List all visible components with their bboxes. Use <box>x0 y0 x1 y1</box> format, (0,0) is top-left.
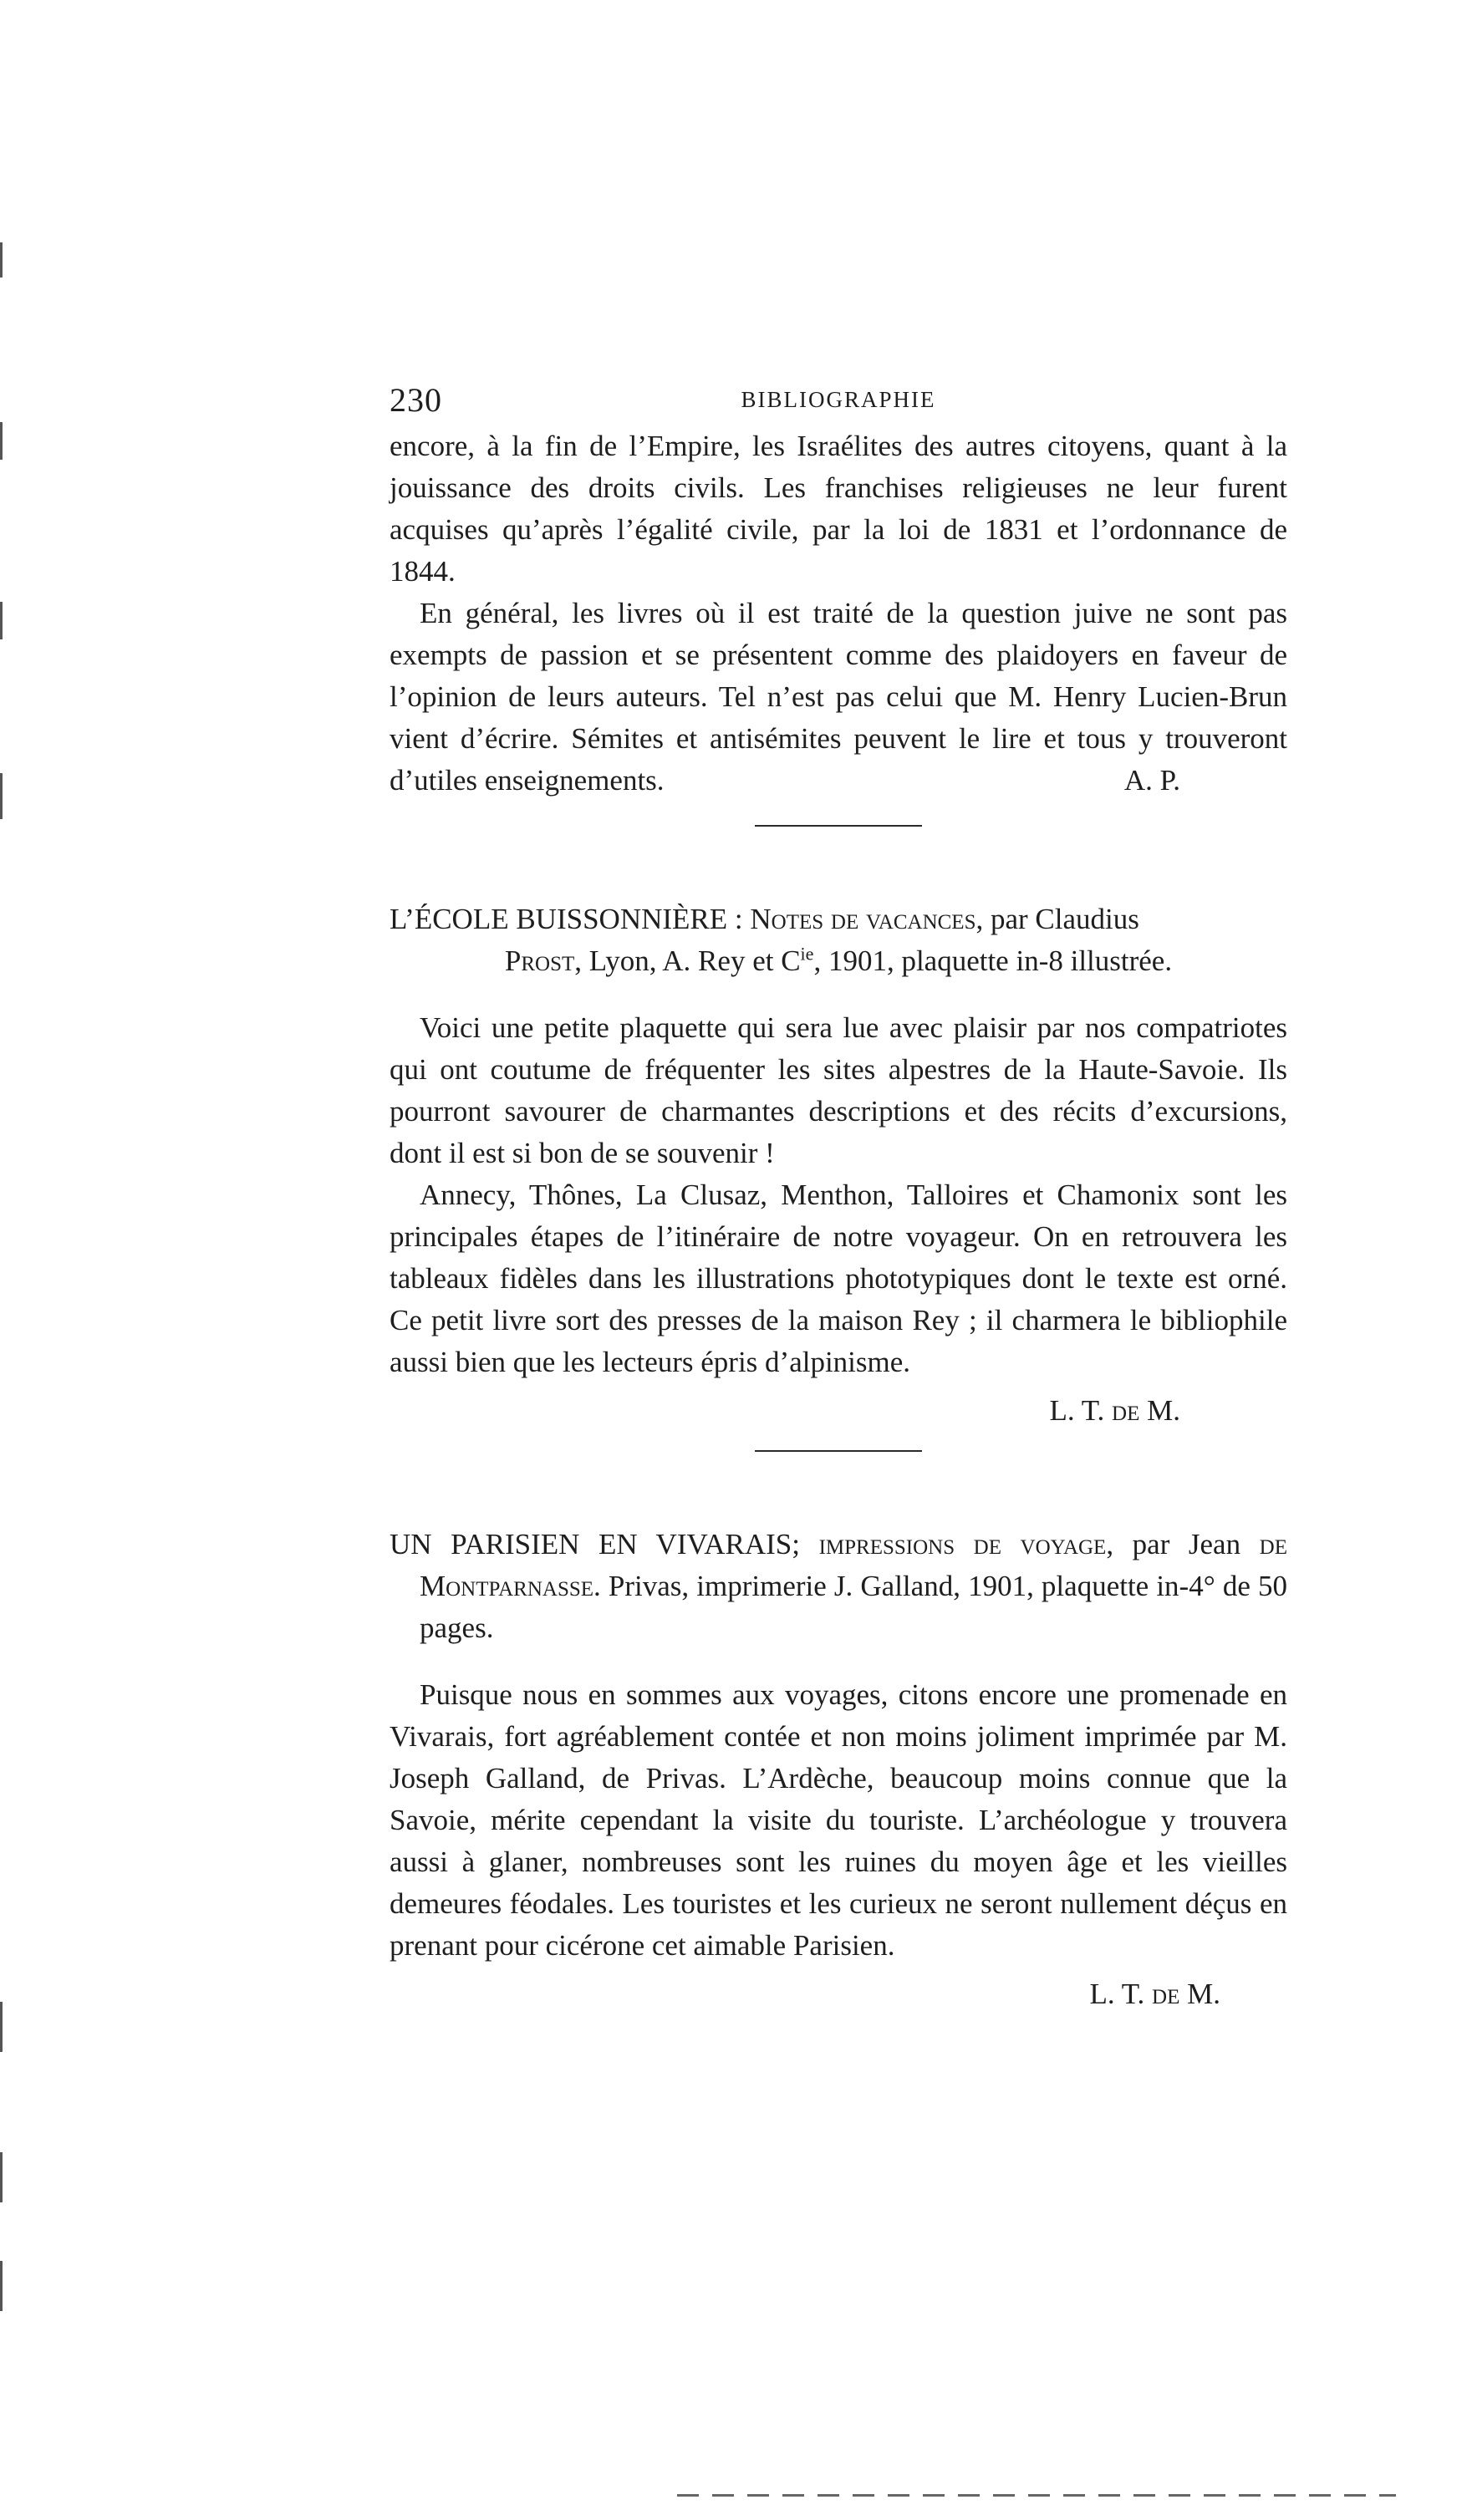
review-heading <box>390 1524 1287 1649</box>
review-publisher: Lyon, A. Rey et C <box>588 944 801 977</box>
review-publisher-sup: ie <box>800 943 814 965</box>
review-signature <box>390 1390 1287 1432</box>
review-subtitle: impressions de voyage, <box>818 1528 1114 1560</box>
review-title: UN PARISIEN EN VIVARAIS; <box>390 1528 800 1560</box>
review-by: par Jean <box>1132 1528 1241 1560</box>
signature-initials: L. T. <box>1049 1394 1105 1427</box>
running-title: BIBLIOGRAPHIE <box>741 387 936 412</box>
review-publication <box>390 940 1287 982</box>
signature-last: M. <box>1147 1394 1180 1427</box>
carryover-paragraph-2 <box>390 593 1287 802</box>
carryover-signature: A. P. <box>1123 764 1180 797</box>
page-number: 230 <box>390 381 442 419</box>
review-body-vivarais <box>390 1674 1287 2015</box>
review-body-ecole <box>390 1007 1287 1432</box>
review-paragraph: Puisque nous en sommes aux voyages, citons encore une promenade en Vivarais, fort agréablement contée et non moins joliment imprimée par M. Joseph Galland, de Privas. L’Ardèche, beaucoup moins connue que la Savoie, mérite cependant la visite du touriste. L’archéologue y trouvera aussi à glaner, nombreuses sont les ruines du moyen âge et les vieilles demeures féodales. Les touristes et les curieux ne seront nullement déçus en prenant pour cicérone cet aimable Parisien. <box>390 1678 1287 1962</box>
review-publisher: Privas, imprimerie J. Galland, 1901, plaquette in-4° de 50 pages. <box>420 1570 1287 1644</box>
review-signature <box>390 1973 1287 2015</box>
signature-particle: de <box>1112 1394 1140 1427</box>
section-divider <box>755 1450 922 1452</box>
review-by: par Claudius <box>990 903 1139 935</box>
review-entry-ecole-buissonniere <box>390 899 1287 982</box>
review-author: Prost, <box>504 944 583 977</box>
review-paragraph: Annecy, Thônes, La Clusaz, Menthon, Talloires et Chamonix sont les principales étapes de l’itinéraire de notre voyageur. On en retrouvera les tableaux fidèles dans les illustrations phototypiques dont le texte est orné. Ce petit livre sort des presses de la maison Rey ; il charmera le bibliophile aussi bien que les lecteurs épris d’alpinisme. <box>390 1179 1287 1378</box>
page-header <box>390 380 1287 425</box>
review-heading <box>390 899 1287 940</box>
review-publisher-rest: , 1901, plaquette in-8 illustrée. <box>813 944 1173 977</box>
signature-particle: de <box>1152 1978 1180 2010</box>
carryover-paragraph-2-text: En général, les livres où il est traité de la question juive ne sont pas exempts de passion et se présentent comme des plaidoyers en faveur de l’opinion de leurs auteurs. Tel n’est pas celui que M. Henry Lucien-Brun vient d’écrire. Sémites et antisémites peuvent le lire et tous y trouveront d’utiles enseignements. <box>390 597 1287 797</box>
review-title: L’ÉCOLE BUISSONNIÈRE : <box>390 903 743 935</box>
signature-last: M. <box>1187 1978 1220 2010</box>
section-divider <box>755 825 922 827</box>
carryover-section <box>390 425 1287 802</box>
review-author: de Montparnasse. <box>420 1528 1287 1602</box>
scan-bottom-dashes <box>677 2494 1396 2497</box>
review-entry-parisien-vivarais <box>390 1524 1287 1649</box>
carryover-paragraph: encore, à la fin de l’Empire, les Israélites des autres citoyens, quant à la jouissance des droits civils. Les franchises religieuses ne leur furent acquises qu’après l’égalité civile, par la loi de 1831 et l’ordonnance de 1844. <box>390 430 1287 588</box>
book-page <box>390 380 1287 2015</box>
review-subtitle: Notes de vacances, <box>750 903 984 935</box>
review-paragraph: Voici une petite plaquette qui sera lue avec plaisir par nos compatriotes qui ont coutume de fréquenter les sites alpestres de la Haute-Savoie. Ils pourront savourer de charmantes descriptions et des récits d’excursions, dont il est si bon de se souvenir ! <box>390 1011 1287 1169</box>
signature-initials: L. T. <box>1089 1978 1145 2010</box>
